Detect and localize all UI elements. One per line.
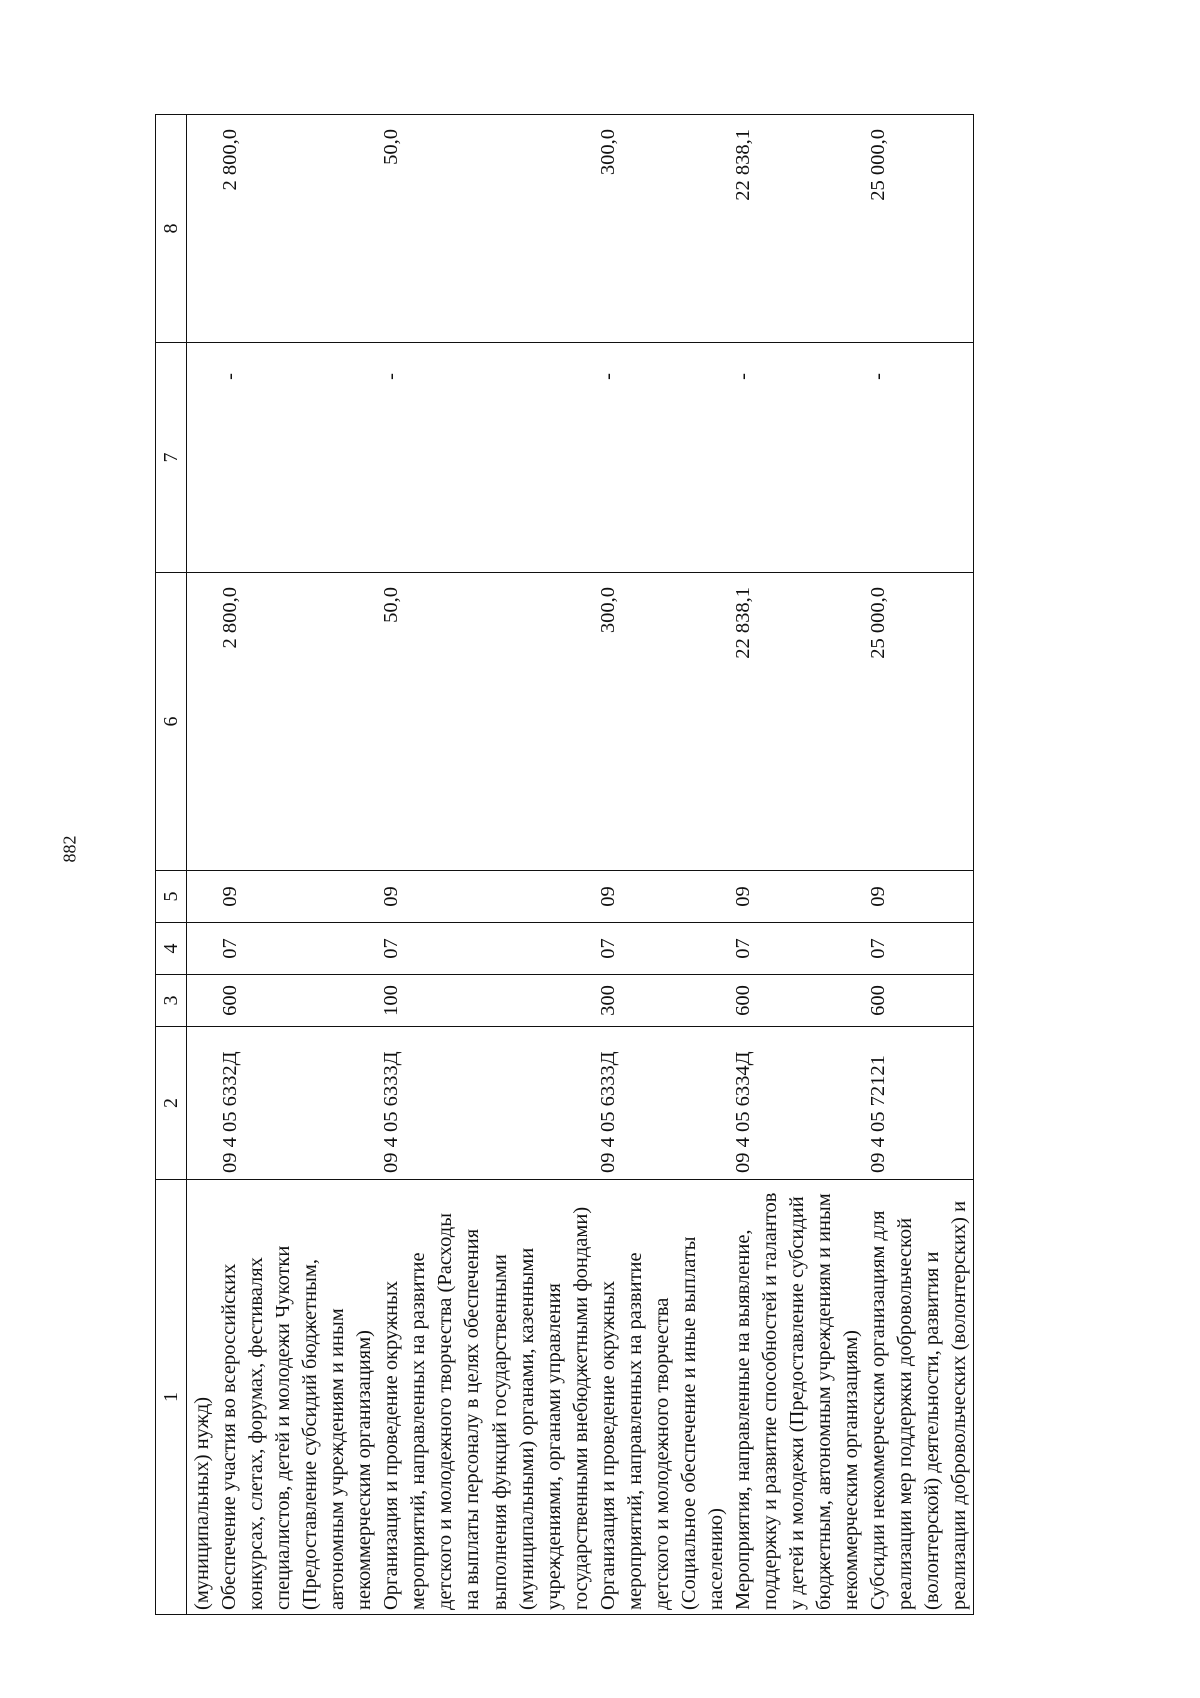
description-cell xyxy=(730,1180,865,1615)
header-row xyxy=(156,115,187,1615)
column-header: 5 xyxy=(156,871,187,923)
col3-cell: 600 xyxy=(865,975,974,1027)
column-header: 4 xyxy=(156,923,187,975)
text-line: мероприятий, направленных на развитие xyxy=(407,1252,430,1610)
col7-cell: - xyxy=(595,343,730,573)
text-line: реализации мер поддержки добровольческой xyxy=(894,1217,917,1610)
code-cell: 09 4 05 6332Д xyxy=(187,1027,379,1180)
text-line: (волонтерской) деятельности, развития и xyxy=(921,1251,944,1610)
table-row xyxy=(730,115,865,1615)
col5-cell: 09 xyxy=(187,871,379,923)
code-cell: 09 4 05 6333Д xyxy=(378,1027,594,1180)
col7-cell: - xyxy=(730,343,865,573)
description-cell xyxy=(187,1180,379,1615)
column-header: 2 xyxy=(156,1027,187,1180)
text-line: Обеспечение участия во всероссийских xyxy=(218,1263,241,1610)
text-line: (Социальное обеспечение и иные выплаты xyxy=(677,1236,700,1610)
col4-cell: 07 xyxy=(865,923,974,975)
col3-cell: 300 xyxy=(595,975,730,1027)
text-line: детского и молодежного творчества (Расходы xyxy=(434,1213,457,1610)
col6-cell: 2 800,0 xyxy=(187,573,379,871)
code-cell: 09 4 05 6334Д xyxy=(730,1027,865,1180)
budget-table xyxy=(155,114,974,1615)
col6-cell: 25 000,0 xyxy=(865,573,974,871)
col8-cell: 25 000,0 xyxy=(865,115,974,343)
col5-cell: 09 xyxy=(378,871,594,923)
col3-cell: 600 xyxy=(187,975,379,1027)
description-cell xyxy=(595,1180,730,1615)
text-line: мероприятий, направленных на развитие xyxy=(623,1252,646,1610)
text-line: реализации добровольческих (волонтерских) и xyxy=(948,1200,971,1610)
text-line: некоммерческим организациям) xyxy=(353,1330,376,1610)
text-line: Организация и проведение окружных xyxy=(596,1280,619,1610)
column-header: 6 xyxy=(156,573,187,871)
text-line: на выплаты персоналу в целях обеспечения xyxy=(461,1228,484,1610)
col7-cell: - xyxy=(187,343,379,573)
col4-cell: 07 xyxy=(187,923,379,975)
table-row xyxy=(865,115,974,1615)
text-line: специалистов, детей и молодежи Чукотки xyxy=(272,1245,295,1610)
table-row xyxy=(187,115,379,1615)
text-line: (муниципальными) органами, казенными xyxy=(515,1247,538,1610)
text-line: выполнения функций государственными xyxy=(488,1254,511,1610)
text-line: бюджетным, автономным учреждениям и иным xyxy=(813,1193,836,1610)
text-line: населению) xyxy=(704,1508,727,1610)
col4-cell: 07 xyxy=(730,923,865,975)
column-header: 8 xyxy=(156,115,187,343)
text-line: Субсидии некоммерческим организациям для xyxy=(867,1210,890,1610)
code-cell: 09 4 05 6333Д xyxy=(595,1027,730,1180)
description-cell xyxy=(378,1180,594,1615)
text-line: учреждениями, органами управления xyxy=(542,1283,565,1610)
rotated-table-container xyxy=(155,115,971,1615)
col6-cell: 50,0 xyxy=(378,573,594,871)
text-line: конкурсах, слетах, форумах, фестивалях xyxy=(245,1257,268,1610)
column-header: 7 xyxy=(156,343,187,573)
col6-cell: 300,0 xyxy=(595,573,730,871)
text-line: Организация и проведение окружных xyxy=(380,1280,403,1610)
description-cell xyxy=(865,1180,974,1615)
text-line: (Предоставление субсидий бюджетным, xyxy=(299,1259,322,1610)
col8-cell: 2 800,0 xyxy=(187,115,379,343)
page-number: 882 xyxy=(59,835,80,863)
col3-cell: 100 xyxy=(378,975,594,1027)
code-cell: 09 4 05 72121 xyxy=(865,1027,974,1180)
text-line: у детей и молодежи (Предоставление субсидий xyxy=(786,1196,809,1610)
col5-cell: 09 xyxy=(730,871,865,923)
text-line: автономным учреждениям и иным xyxy=(326,1308,349,1610)
col8-cell: 300,0 xyxy=(595,115,730,343)
col8-cell: 50,0 xyxy=(378,115,594,343)
col8-cell: 22 838,1 xyxy=(730,115,865,343)
text-line: Мероприятия, направленные на выявление, xyxy=(731,1229,754,1610)
col5-cell: 09 xyxy=(865,871,974,923)
text-line: государственными внебюджетными фондами) xyxy=(569,1206,592,1610)
col5-cell: 09 xyxy=(595,871,730,923)
col3-cell: 600 xyxy=(730,975,865,1027)
col6-cell: 22 838,1 xyxy=(730,573,865,871)
text-line: детского и молодежного творчества xyxy=(650,1297,673,1610)
column-header: 3 xyxy=(156,975,187,1027)
col4-cell: 07 xyxy=(595,923,730,975)
col4-cell: 07 xyxy=(378,923,594,975)
column-header: 1 xyxy=(156,1180,187,1615)
col7-cell: - xyxy=(865,343,974,573)
table-row xyxy=(378,115,594,1615)
text-line: (муниципальных) нужд) xyxy=(191,1396,213,1610)
text-line: поддержку и развитие способностей и талантов xyxy=(758,1192,781,1610)
table-row xyxy=(595,115,730,1615)
col7-cell: - xyxy=(378,343,594,573)
text-line: некоммерческим организациям) xyxy=(840,1330,863,1610)
